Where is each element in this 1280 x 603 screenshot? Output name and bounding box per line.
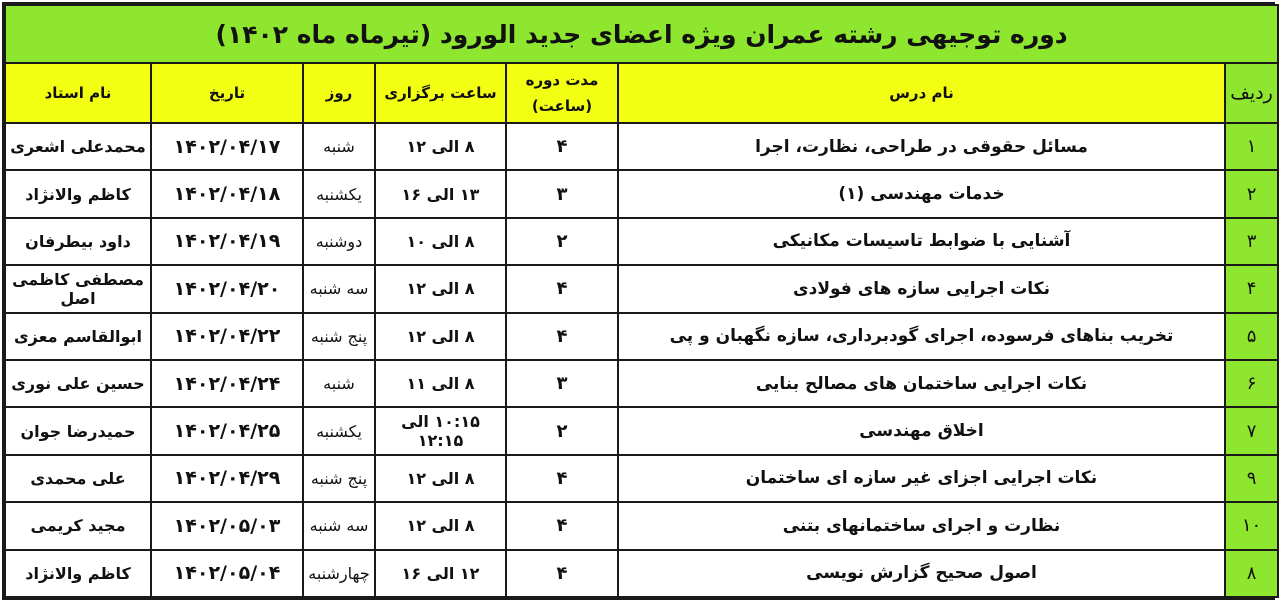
cell-index: ۳ (1225, 218, 1278, 265)
cell-time: ۸ الی ۱۲ (375, 455, 506, 502)
cell-date: ۱۴۰۲/۰۴/۲۴ (151, 360, 303, 407)
header-instructor: نام استاد (5, 63, 151, 123)
cell-time: ۱۳ الی ۱۶ (375, 170, 506, 217)
cell-duration: ۴ (506, 265, 618, 312)
cell-day: شنبه (303, 360, 375, 407)
cell-day: پنج شنبه (303, 313, 375, 360)
cell-instructor: مصطفی کاظمی اصل (5, 265, 151, 312)
table-row (5, 218, 1278, 265)
cell-date: ۱۴۰۲/۰۴/۲۲ (151, 313, 303, 360)
cell-course: مسائل حقوقی در طراحی، نظارت، اجرا (618, 123, 1225, 170)
table-row (5, 265, 1278, 312)
cell-course: نکات اجرایی اجزای غیر سازه ای ساختمان (618, 455, 1225, 502)
cell-course: آشنایی با ضوابط تاسیسات مکانیکی (618, 218, 1225, 265)
cell-course: خدمات مهندسی (۱) (618, 170, 1225, 217)
cell-date: ۱۴۰۲/۰۴/۱۹ (151, 218, 303, 265)
cell-date: ۱۴۰۲/۰۴/۲۰ (151, 265, 303, 312)
cell-instructor: ابوالقاسم معزی (5, 313, 151, 360)
cell-duration: ۴ (506, 550, 618, 597)
cell-index: ۲ (1225, 170, 1278, 217)
cell-time: ۸ الی ۱۰ (375, 218, 506, 265)
cell-course: نکات اجرایی ساختمان های مصالح بنایی (618, 360, 1225, 407)
cell-instructor: حسین علی نوری (5, 360, 151, 407)
cell-index: ۹ (1225, 455, 1278, 502)
cell-date: ۱۴۰۲/۰۴/۱۷ (151, 123, 303, 170)
table-body (5, 123, 1278, 597)
table-row (5, 313, 1278, 360)
cell-duration: ۲ (506, 407, 618, 454)
cell-instructor: کاظم والانژاد (5, 170, 151, 217)
cell-duration: ۳ (506, 170, 618, 217)
cell-course: اخلاق مهندسی (618, 407, 1225, 454)
header-time: ساعت برگزاری (375, 63, 506, 123)
cell-day: یکشنبه (303, 407, 375, 454)
table-row (5, 407, 1278, 454)
cell-index: ۴ (1225, 265, 1278, 312)
cell-time: ۱۲ الی ۱۶ (375, 550, 506, 597)
cell-instructor: داود بیطرفان (5, 218, 151, 265)
table-row (5, 502, 1278, 549)
cell-course: نظارت و اجرای ساختمانهای بتنی (618, 502, 1225, 549)
cell-duration: ۳ (506, 360, 618, 407)
cell-time: ۸ الی ۱۲ (375, 123, 506, 170)
cell-index: ۷ (1225, 407, 1278, 454)
header-duration-line1: مدت دوره (525, 71, 599, 89)
cell-duration: ۴ (506, 313, 618, 360)
header-duration-line2: (ساعت) (531, 97, 593, 115)
table-row (5, 123, 1278, 170)
cell-time: ۸ الی ۱۱ (375, 360, 506, 407)
cell-day: دوشنبه (303, 218, 375, 265)
cell-date: ۱۴۰۲/۰۴/۲۹ (151, 455, 303, 502)
cell-time: ۸ الی ۱۲ (375, 313, 506, 360)
table-row (5, 170, 1278, 217)
cell-date: ۱۴۰۲/۰۴/۲۵ (151, 407, 303, 454)
cell-index: ۵ (1225, 313, 1278, 360)
schedule-sheet (2, 2, 1275, 600)
cell-index: ۱ (1225, 123, 1278, 170)
cell-instructor: مجید کریمی (5, 502, 151, 549)
cell-course: اصول صحیح گزارش نویسی (618, 550, 1225, 597)
cell-duration: ۴ (506, 123, 618, 170)
header-course: نام درس (618, 63, 1225, 123)
cell-time: ۸ الی ۱۲ (375, 265, 506, 312)
header-date: تاریخ (151, 63, 303, 123)
cell-day: سه شنبه (303, 265, 375, 312)
schedule-table (4, 4, 1279, 598)
table-row (5, 360, 1278, 407)
header-duration (506, 63, 618, 123)
table-row (5, 455, 1278, 502)
header-day: روز (303, 63, 375, 123)
cell-instructor: حمیدرضا جوان (5, 407, 151, 454)
cell-date: ۱۴۰۲/۰۵/۰۳ (151, 502, 303, 549)
cell-day: چهارشنبه (303, 550, 375, 597)
header-index: ردیف (1225, 63, 1278, 123)
table-row (5, 550, 1278, 597)
cell-instructor: محمدعلی اشعری (5, 123, 151, 170)
cell-course: تخریب بناهای فرسوده، اجرای گودبرداری، سازه نگهبان و پی (618, 313, 1225, 360)
cell-index: ۱۰ (1225, 502, 1278, 549)
page-title: دوره توجیهی رشته عمران ویژه اعضای جدید الورود (تیرماه ماه ۱۴۰۲) (5, 5, 1278, 63)
cell-date: ۱۴۰۲/۰۵/۰۴ (151, 550, 303, 597)
cell-course: نکات اجرایی سازه های فولادی (618, 265, 1225, 312)
cell-index: ۶ (1225, 360, 1278, 407)
cell-duration: ۲ (506, 218, 618, 265)
cell-date: ۱۴۰۲/۰۴/۱۸ (151, 170, 303, 217)
cell-instructor: کاظم والانژاد (5, 550, 151, 597)
cell-time: ۱۰:۱۵ الی ۱۲:۱۵ (375, 407, 506, 454)
cell-duration: ۴ (506, 455, 618, 502)
cell-day: یکشنبه (303, 170, 375, 217)
cell-instructor: علی محمدی (5, 455, 151, 502)
cell-day: شنبه (303, 123, 375, 170)
cell-index: ۸ (1225, 550, 1278, 597)
header-row (5, 63, 1278, 123)
cell-day: پنج شنبه (303, 455, 375, 502)
cell-day: سه شنبه (303, 502, 375, 549)
cell-duration: ۴ (506, 502, 618, 549)
cell-time: ۸ الی ۱۲ (375, 502, 506, 549)
